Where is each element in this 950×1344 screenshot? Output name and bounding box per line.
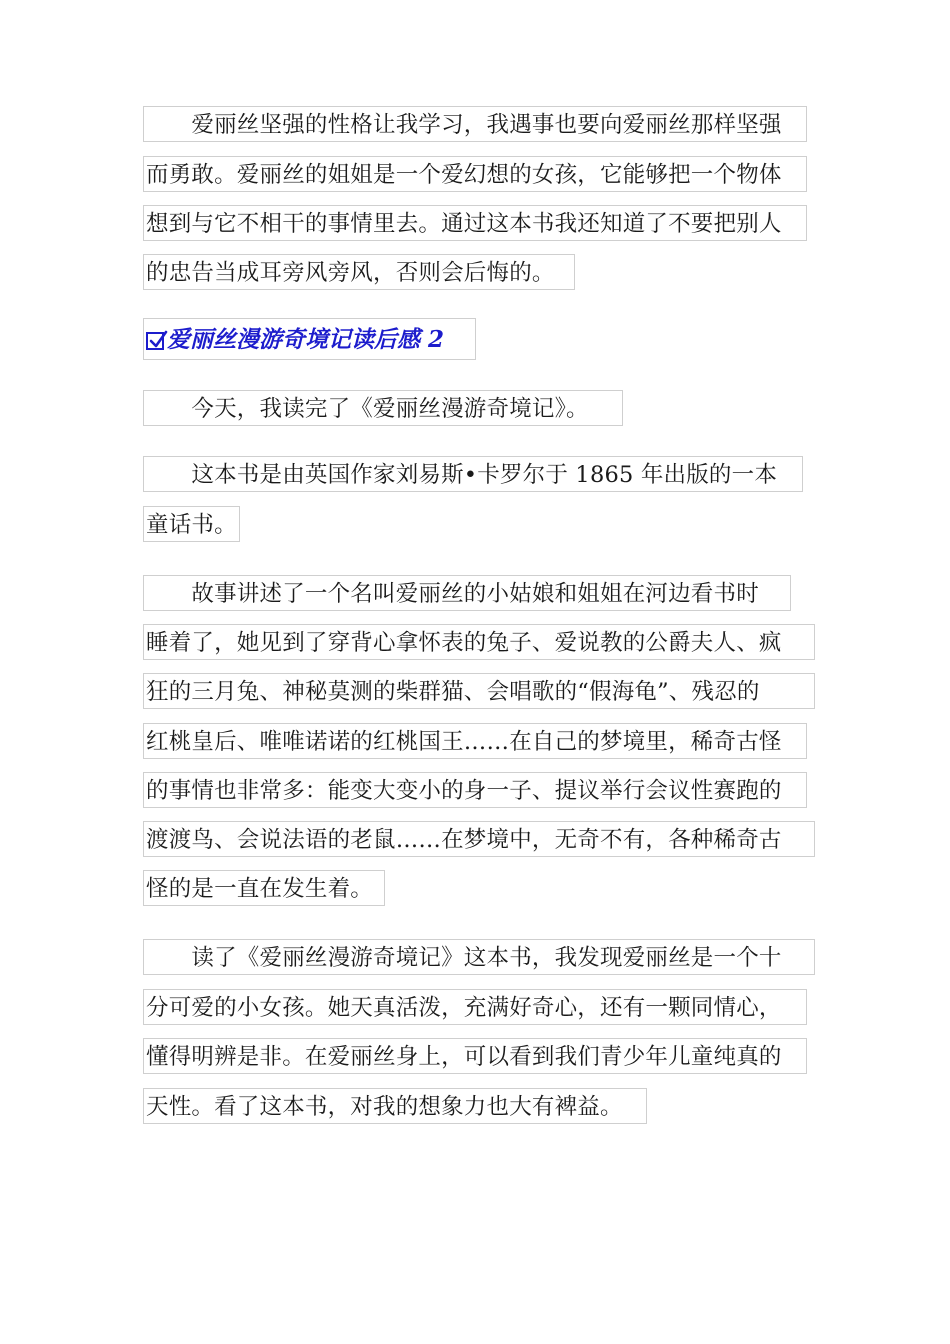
paragraph-line: 狂的三月兔、神秘莫测的柴群猫、会唱歌的“假海龟”、残忍的 (143, 673, 815, 709)
section-heading-text: 爱丽丝漫游奇境记读后感 2 (167, 326, 445, 353)
paragraph-line: 分可爱的小女孩。她天真活泼，充满好奇心，还有一颗同情心， (143, 989, 807, 1025)
paragraph-line: 今天，我读完了《爱丽丝漫游奇境记》。 (143, 390, 623, 426)
paragraph-line: 的忠告当成耳旁风旁风，否则会后悔的。 (143, 254, 575, 290)
checkbox-checked-icon (146, 332, 164, 350)
paragraph-line: 红桃皇后、唯唯诺诺的红桃国王……在自己的梦境里，稀奇古怪 (143, 723, 807, 759)
paragraph-line: 故事讲述了一个名叫爱丽丝的小姑娘和姐姐在河边看书时 (143, 575, 791, 611)
paragraph-line: 的事情也非常多：能变大变小的身一子、提议举行会议性赛跑的 (143, 772, 807, 808)
paragraph-line: 渡渡鸟、会说法语的老鼠……在梦境中，无奇不有，各种稀奇古 (143, 821, 815, 857)
paragraph-line: 怪的是一直在发生着。 (143, 870, 385, 906)
paragraph-line: 而勇敢。爱丽丝的姐姐是一个爱幻想的女孩，它能够把一个物体 (143, 156, 807, 192)
section-heading (143, 318, 476, 360)
paragraph-line: 睡着了，她见到了穿背心拿怀表的兔子、爱说教的公爵夫人、疯 (143, 624, 815, 660)
paragraph-line: 读了《爱丽丝漫游奇境记》这本书，我发现爱丽丝是一个十 (143, 939, 815, 975)
paragraph-line: 爱丽丝坚强的性格让我学习，我遇事也要向爱丽丝那样坚强 (143, 106, 807, 142)
paragraph-line: 童话书。 (143, 506, 240, 542)
paragraph-line: 这本书是由英国作家刘易斯•卡罗尔于 1865 年出版的一本 (143, 456, 803, 492)
paragraph-line: 天性。看了这本书，对我的想象力也大有裨益。 (143, 1088, 647, 1124)
paragraph-line: 想到与它不相干的事情里去。通过这本书我还知道了不要把别人 (143, 205, 807, 241)
paragraph-line: 懂得明辨是非。在爱丽丝身上，可以看到我们青少年儿童纯真的 (143, 1038, 807, 1074)
